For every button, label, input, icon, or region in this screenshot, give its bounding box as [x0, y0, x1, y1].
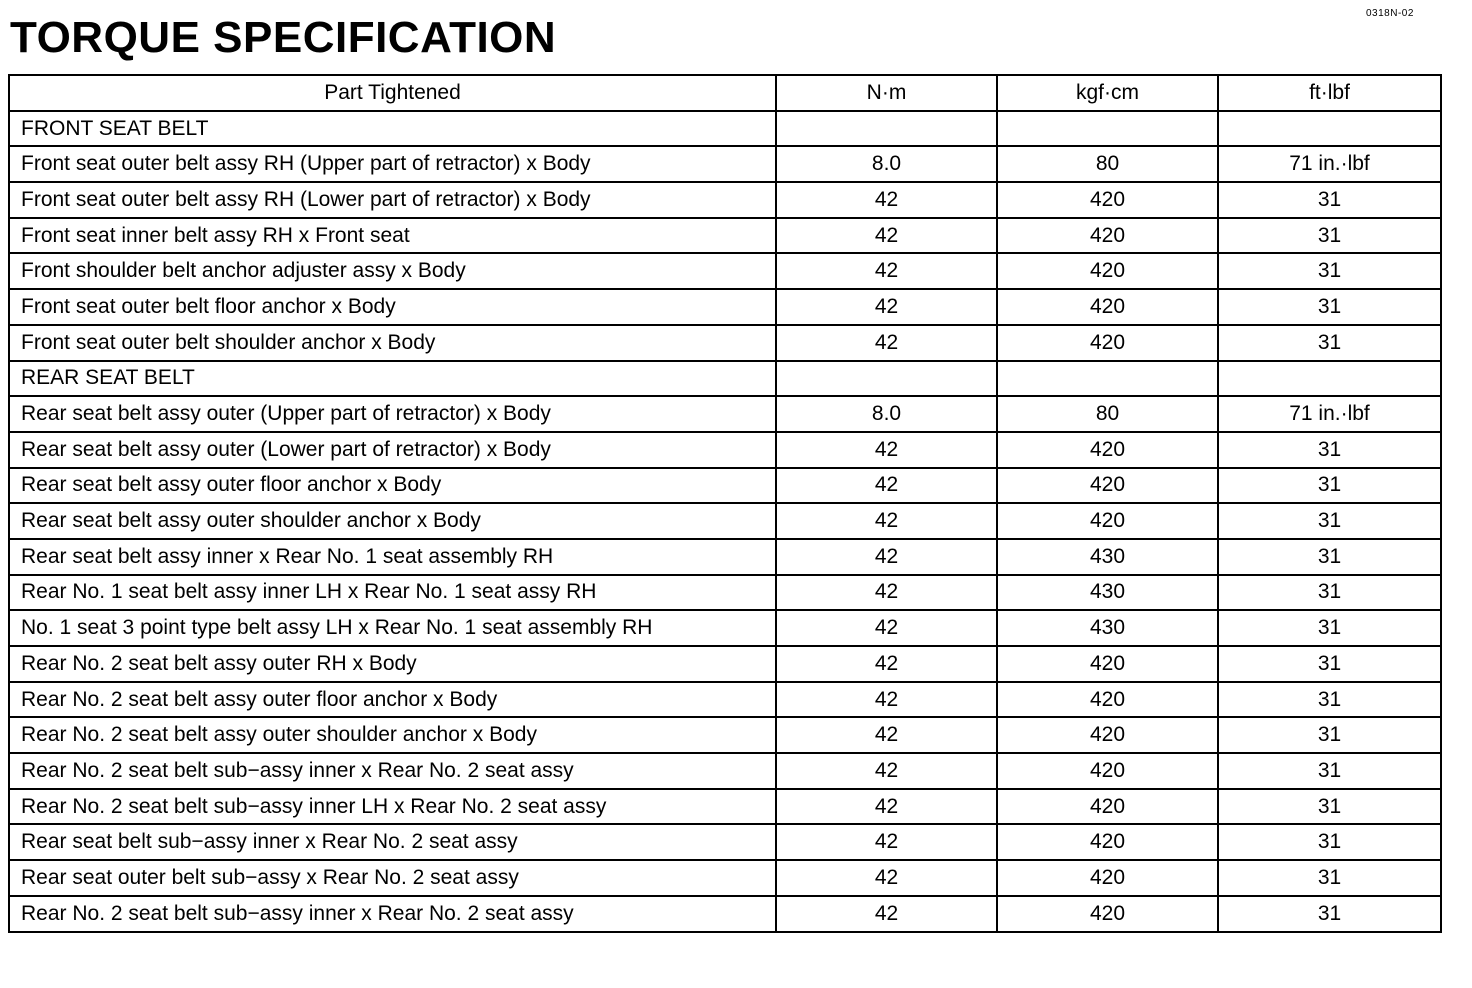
cell-nm: 42	[776, 610, 997, 646]
cell-kgfcm: 420	[997, 753, 1218, 789]
cell-part: Rear No. 2 seat belt sub−assy inner x Rear No. 2 seat assy	[9, 896, 776, 932]
cell-part: Rear No. 2 seat belt assy outer floor anchor x Body	[9, 682, 776, 718]
cell-nm: 42	[776, 575, 997, 611]
cell-part: Rear No. 2 seat belt assy outer RH x Body	[9, 646, 776, 682]
cell-ftlbf: 31	[1218, 539, 1441, 575]
cell-kgfcm: 420	[997, 789, 1218, 825]
cell-part: No. 1 seat 3 point type belt assy LH x Rear No. 1 seat assembly RH	[9, 610, 776, 646]
cell-ftlbf: 31	[1218, 253, 1441, 289]
header-row	[9, 75, 1441, 111]
section-row	[9, 111, 1441, 147]
cell-part: Front seat outer belt assy RH (Upper part of retractor) x Body	[9, 146, 776, 182]
cell-kgfcm: 430	[997, 575, 1218, 611]
cell-ftlbf	[1218, 361, 1441, 397]
cell-ftlbf	[1218, 111, 1441, 147]
table-row	[9, 325, 1441, 361]
cell-part: Front seat outer belt assy RH (Lower part of retractor) x Body	[9, 182, 776, 218]
table-row	[9, 896, 1441, 932]
cell-nm: 8.0	[776, 396, 997, 432]
torque-table	[8, 74, 1442, 933]
cell-nm: 42	[776, 218, 997, 254]
cell-kgfcm	[997, 361, 1218, 397]
cell-ftlbf: 31	[1218, 289, 1441, 325]
cell-ftlbf: 31	[1218, 468, 1441, 504]
cell-nm: 42	[776, 325, 997, 361]
section-row	[9, 361, 1441, 397]
cell-part: Rear No. 2 seat belt sub−assy inner LH x Rear No. 2 seat assy	[9, 789, 776, 825]
cell-part: Rear No. 1 seat belt assy inner LH x Rear No. 1 seat assy RH	[9, 575, 776, 611]
cell-nm: 42	[776, 824, 997, 860]
table-row	[9, 289, 1441, 325]
cell-kgfcm: 420	[997, 682, 1218, 718]
cell-nm: 42	[776, 432, 997, 468]
cell-kgfcm: 420	[997, 432, 1218, 468]
cell-ftlbf: 31	[1218, 824, 1441, 860]
table-row	[9, 682, 1441, 718]
cell-part: Front seat inner belt assy RH x Front seat	[9, 218, 776, 254]
header-part-tightened: Part Tightened	[9, 75, 776, 111]
table-row	[9, 182, 1441, 218]
cell-nm: 8.0	[776, 146, 997, 182]
table-row	[9, 468, 1441, 504]
table-row	[9, 753, 1441, 789]
table-row	[9, 575, 1441, 611]
cell-ftlbf: 31	[1218, 682, 1441, 718]
cell-part: Rear seat belt assy outer (Lower part of retractor) x Body	[9, 432, 776, 468]
cell-kgfcm: 420	[997, 325, 1218, 361]
table-row	[9, 539, 1441, 575]
cell-kgfcm: 420	[997, 824, 1218, 860]
cell-kgfcm: 420	[997, 289, 1218, 325]
cell-kgfcm: 420	[997, 468, 1218, 504]
cell-kgfcm: 420	[997, 896, 1218, 932]
table-body	[9, 111, 1441, 932]
cell-kgfcm: 80	[997, 146, 1218, 182]
cell-nm: 42	[776, 289, 997, 325]
cell-kgfcm: 420	[997, 503, 1218, 539]
cell-nm: 42	[776, 860, 997, 896]
cell-nm: 42	[776, 539, 997, 575]
cell-part: Front shoulder belt anchor adjuster assy x Body	[9, 253, 776, 289]
table-row	[9, 253, 1441, 289]
cell-kgfcm: 420	[997, 182, 1218, 218]
cell-part: Rear No. 2 seat belt assy outer shoulder anchor x Body	[9, 717, 776, 753]
cell-part: Rear seat belt sub−assy inner x Rear No. 2 seat assy	[9, 824, 776, 860]
cell-kgfcm: 430	[997, 610, 1218, 646]
table-row	[9, 503, 1441, 539]
table-row	[9, 146, 1441, 182]
table-row	[9, 860, 1441, 896]
cell-ftlbf: 31	[1218, 896, 1441, 932]
cell-ftlbf: 31	[1218, 789, 1441, 825]
cell-nm: 42	[776, 182, 997, 218]
cell-part: Rear seat belt assy outer shoulder anchor x Body	[9, 503, 776, 539]
cell-part: Front seat outer belt shoulder anchor x Body	[9, 325, 776, 361]
cell-part: Rear seat belt assy inner x Rear No. 1 seat assembly RH	[9, 539, 776, 575]
cell-nm: 42	[776, 753, 997, 789]
cell-kgfcm: 80	[997, 396, 1218, 432]
cell-kgfcm	[997, 111, 1218, 147]
cell-kgfcm: 420	[997, 646, 1218, 682]
cell-part: Rear seat belt assy outer floor anchor x Body	[9, 468, 776, 504]
cell-kgfcm: 420	[997, 860, 1218, 896]
cell-part: Front seat outer belt floor anchor x Body	[9, 289, 776, 325]
cell-kgfcm: 420	[997, 253, 1218, 289]
cell-ftlbf: 31	[1218, 575, 1441, 611]
cell-nm: 42	[776, 503, 997, 539]
cell-part: Rear seat outer belt sub−assy x Rear No. 2 seat assy	[9, 860, 776, 896]
table-row	[9, 717, 1441, 753]
cell-ftlbf: 31	[1218, 432, 1441, 468]
table-row	[9, 432, 1441, 468]
cell-part: REAR SEAT BELT	[9, 361, 776, 397]
table-row	[9, 610, 1441, 646]
cell-ftlbf: 31	[1218, 182, 1441, 218]
header-kgfcm: kgf·cm	[997, 75, 1218, 111]
cell-ftlbf: 71 in.·lbf	[1218, 396, 1441, 432]
cell-ftlbf: 71 in.·lbf	[1218, 146, 1441, 182]
cell-nm: 42	[776, 253, 997, 289]
cell-ftlbf: 31	[1218, 218, 1441, 254]
cell-nm: 42	[776, 468, 997, 504]
cell-nm	[776, 361, 997, 397]
cell-nm	[776, 111, 997, 147]
header-ftlbf: ft·lbf	[1218, 75, 1441, 111]
table-row	[9, 824, 1441, 860]
cell-kgfcm: 420	[997, 218, 1218, 254]
cell-kgfcm: 430	[997, 539, 1218, 575]
table-row	[9, 396, 1441, 432]
cell-ftlbf: 31	[1218, 325, 1441, 361]
cell-ftlbf: 31	[1218, 753, 1441, 789]
table-row	[9, 218, 1441, 254]
cell-ftlbf: 31	[1218, 717, 1441, 753]
cell-nm: 42	[776, 646, 997, 682]
cell-part: Rear No. 2 seat belt sub−assy inner x Rear No. 2 seat assy	[9, 753, 776, 789]
cell-ftlbf: 31	[1218, 860, 1441, 896]
cell-part: FRONT SEAT BELT	[9, 111, 776, 147]
table-row	[9, 646, 1441, 682]
cell-nm: 42	[776, 717, 997, 753]
document-code: 0318N-02	[1366, 8, 1414, 19]
cell-ftlbf: 31	[1218, 503, 1441, 539]
header-nm: N·m	[776, 75, 997, 111]
page-title: TORQUE SPECIFICATION	[10, 13, 557, 62]
cell-part: Rear seat belt assy outer (Upper part of retractor) x Body	[9, 396, 776, 432]
cell-kgfcm: 420	[997, 717, 1218, 753]
cell-nm: 42	[776, 896, 997, 932]
cell-ftlbf: 31	[1218, 610, 1441, 646]
table-row	[9, 789, 1441, 825]
cell-nm: 42	[776, 789, 997, 825]
cell-ftlbf: 31	[1218, 646, 1441, 682]
cell-nm: 42	[776, 682, 997, 718]
